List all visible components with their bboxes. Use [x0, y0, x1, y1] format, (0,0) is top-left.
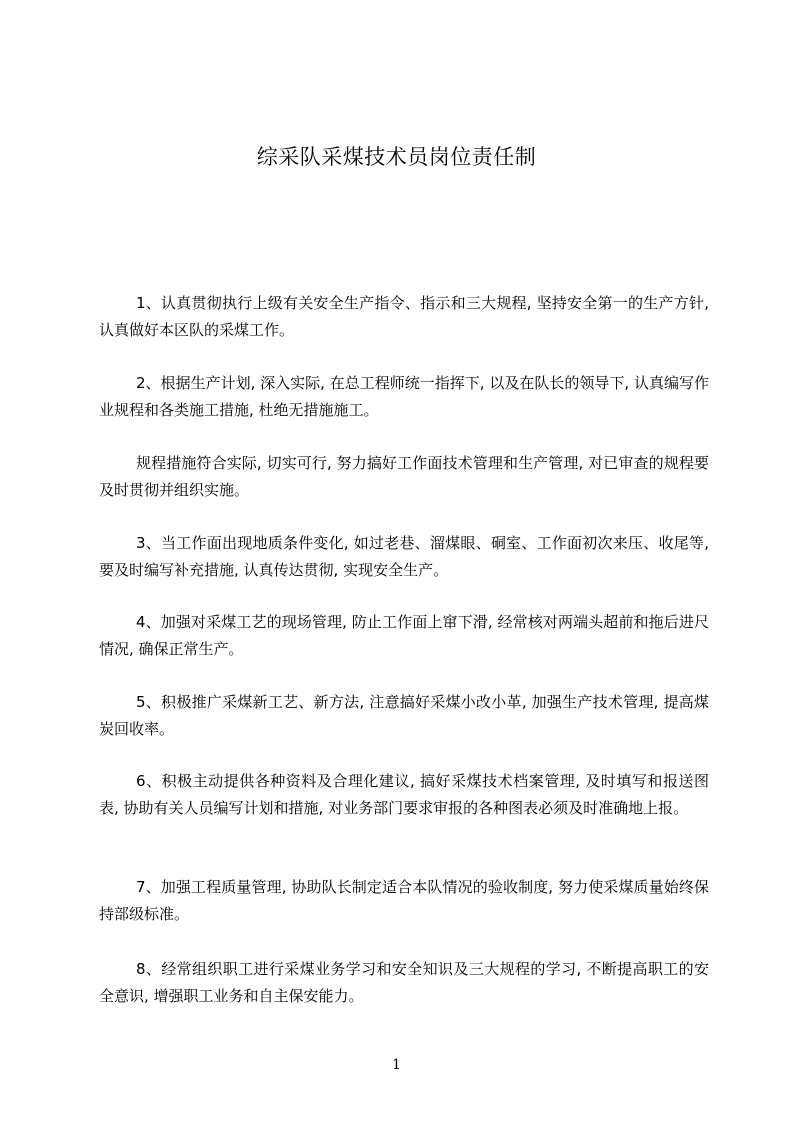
- paragraph-4: 4、加强对采煤工艺的现场管理, 防止工作面上窜下滑, 经常核对两端头超前和拖后进尺情况, 确保正常生产。: [99, 613, 709, 658]
- paragraph-7: 7、加强工程质量管理, 协助队长制定适合本队情况的验收制度, 努力使采煤质量始终保持部级标准。: [99, 878, 709, 923]
- paragraph-1: 1、认真贯彻执行上级有关安全生产指令、指示和三大规程, 坚持安全第一的生产方针, 认真做好本区队的采煤工作。: [99, 294, 709, 339]
- paragraph-5: 5、积极推广采煤新工艺、新方法, 注意搞好采煤小改小革, 加强生产技术管理, 提高煤炭回收率。: [99, 693, 709, 738]
- paragraph-2: 2、根据生产计划, 深入实际, 在总工程师统一指挥下, 以及在队长的领导下, 认真编写作业规程和各类施工措施, 杜绝无措施施工。: [99, 374, 709, 419]
- document-title: 综采队采煤技术员岗位责任制: [256, 145, 537, 169]
- paragraph-6: 6、积极主动提供各种资料及合理化建议, 搞好采煤技术档案管理, 及时填写和报送图表, 协助有关人员编写计划和措施, 对业务部门要求审报的各种图表必须及时准确地上报。: [99, 772, 709, 817]
- paragraph-3: 3、当工作面出现地质条件变化, 如过老巷、溜煤眼、硐室、工作面初次来压、收尾等, 要及时编写补充措施, 认真传达贯彻, 实现安全生产。: [99, 534, 709, 579]
- paragraph-8: 8、经常组织职工进行采煤业务学习和安全知识及三大规程的学习, 不断提高职工的安全意识, 增强职工业务和自主保安能力。: [99, 960, 709, 1005]
- page-number: 1: [392, 1057, 401, 1073]
- paragraph-2-continuation: 规程措施符合实际, 切实可行, 努力搞好工作面技术管理和生产管理, 对已审查的规程要及时贯彻并组织实施。: [99, 454, 709, 499]
